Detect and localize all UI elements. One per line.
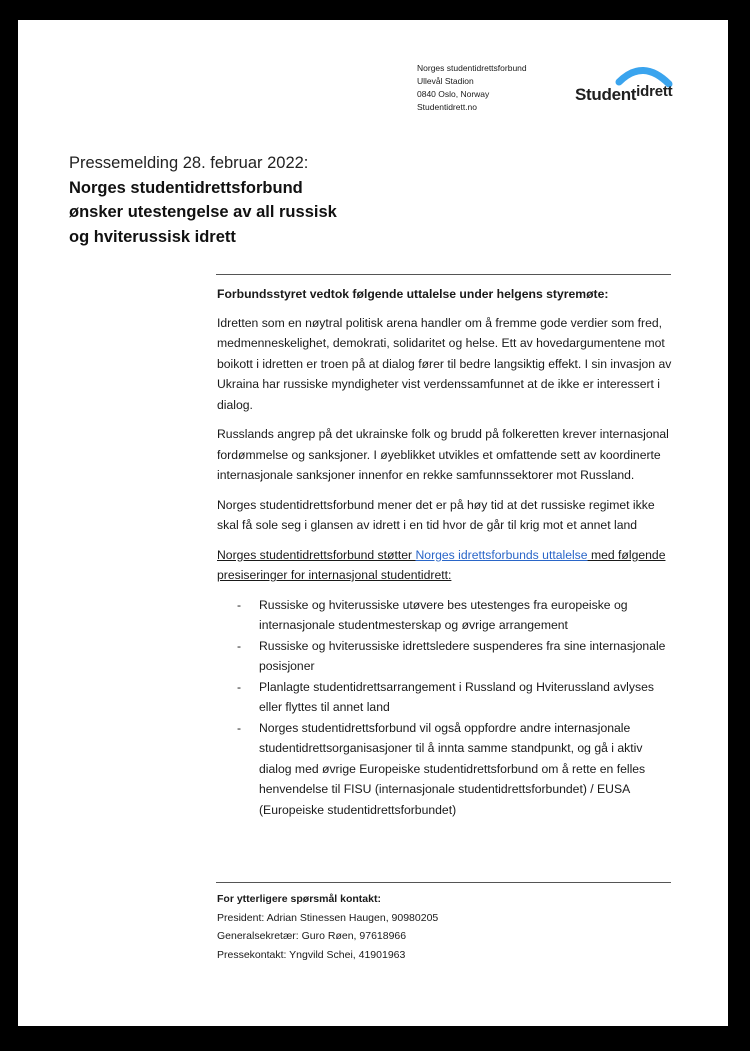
logo-text-main: Student	[575, 85, 637, 104]
contact-line: President: Adrian Stinessen Haugen, 90980205	[217, 911, 439, 924]
statement-intro: Forbundsstyret vedtok følgende uttalelse under helgens styremøte:	[217, 287, 609, 301]
paragraph: Norges studentidrettsforbund mener det er på høy tid at det russiske regimet ikke skal få sole seg i glansen av idrett i en tid hvor de går til krig mot et annet land	[217, 497, 655, 532]
contact-title: For ytterligere spørsmål kontakt:	[217, 893, 381, 905]
sender-address	[417, 62, 527, 114]
contact-line: Generalsekretær: Guro Røen, 97618966	[217, 930, 407, 942]
statement-body	[217, 284, 677, 820]
title-line: og hviterussisk idrett	[69, 227, 236, 246]
top-divider	[216, 274, 671, 275]
list-item: - Planlagte studentidrettsarrangement i Russland og Hviterussland avlyses eller flyttes til annet land	[217, 677, 677, 718]
press-date: Pressemelding 28. februar 2022:	[69, 154, 309, 172]
address-line-street: Ullevål Stadion	[417, 76, 474, 86]
document-page	[18, 20, 728, 1026]
list-item: - Russiske og hviterussiske idrettsledere suspenderes fra sine internasjonale posisjoner	[217, 636, 677, 677]
nif-statement-link[interactable]: Norges idrettsforbunds uttalelse	[415, 547, 588, 562]
list-item: - Norges studentidrettsforbund vil også oppfordre andre internasjonale studentidrettsorganisasjoner til å innta samme standpunkt, og gå i aktiv dialog med øvrige Europeiske studentidrettsforbund om å rette en felles henvendelse til FISU (internasjonale studentidrettsforbundet) / EUSA (Europeiske studentidrettsforbundet)	[217, 718, 677, 821]
address-line-org: Norges studentidrettsforbund	[417, 63, 527, 73]
address-line-city: 0840 Oslo, Norway	[417, 89, 490, 99]
support-text-post: med følgende presiseringer for internasjonal studentidrett:	[217, 547, 666, 582]
paragraph: Idretten som en nøytral politisk arena handler om å fremme gode verdier som fred, medmenneskelighet, demokrati, solidaritet og helse. Ett av hovedargumentene mot boikott i idretten er troen på at dialog fører til bedre langsiktig effekt. I sin invasjon av Ukraina har russiske myndigheter vist verdenssamfunnet at de ikke er interessert i dialog.	[217, 315, 672, 412]
logo-text-sub: idrett	[636, 83, 673, 100]
press-heading	[69, 151, 389, 249]
measures-list	[217, 595, 677, 821]
contact-block	[217, 890, 677, 964]
contact-line: Pressekontakt: Yngvild Schei, 41901963	[217, 948, 406, 961]
support-text-pre: Norges studentidrettsforbund støtter	[217, 547, 416, 562]
title-line: Norges studentidrettsforbund	[69, 178, 303, 197]
list-item: - Russiske og hviterussiske utøvere bes utestenges fra europeiske og internasjonale studentmesterskap og øvrige arrangement	[217, 595, 677, 636]
support-paragraph	[217, 545, 677, 586]
press-title	[69, 176, 389, 250]
address-line-web: Studentidrett.no	[417, 102, 478, 112]
studentidrett-logo	[575, 64, 685, 109]
bottom-divider	[216, 882, 671, 883]
paragraph: Russlands angrep på det ukrainske folk og brudd på folkeretten krever internasjonal fordømmelse og sanksjoner. I øyeblikket utvikles et omfattende sett av koordinerte internasjonale sanksjoner innenfor en rekke samfunnssektorer mot Russland.	[217, 427, 669, 482]
title-line: ønsker utestengelse av all russisk	[69, 203, 337, 221]
